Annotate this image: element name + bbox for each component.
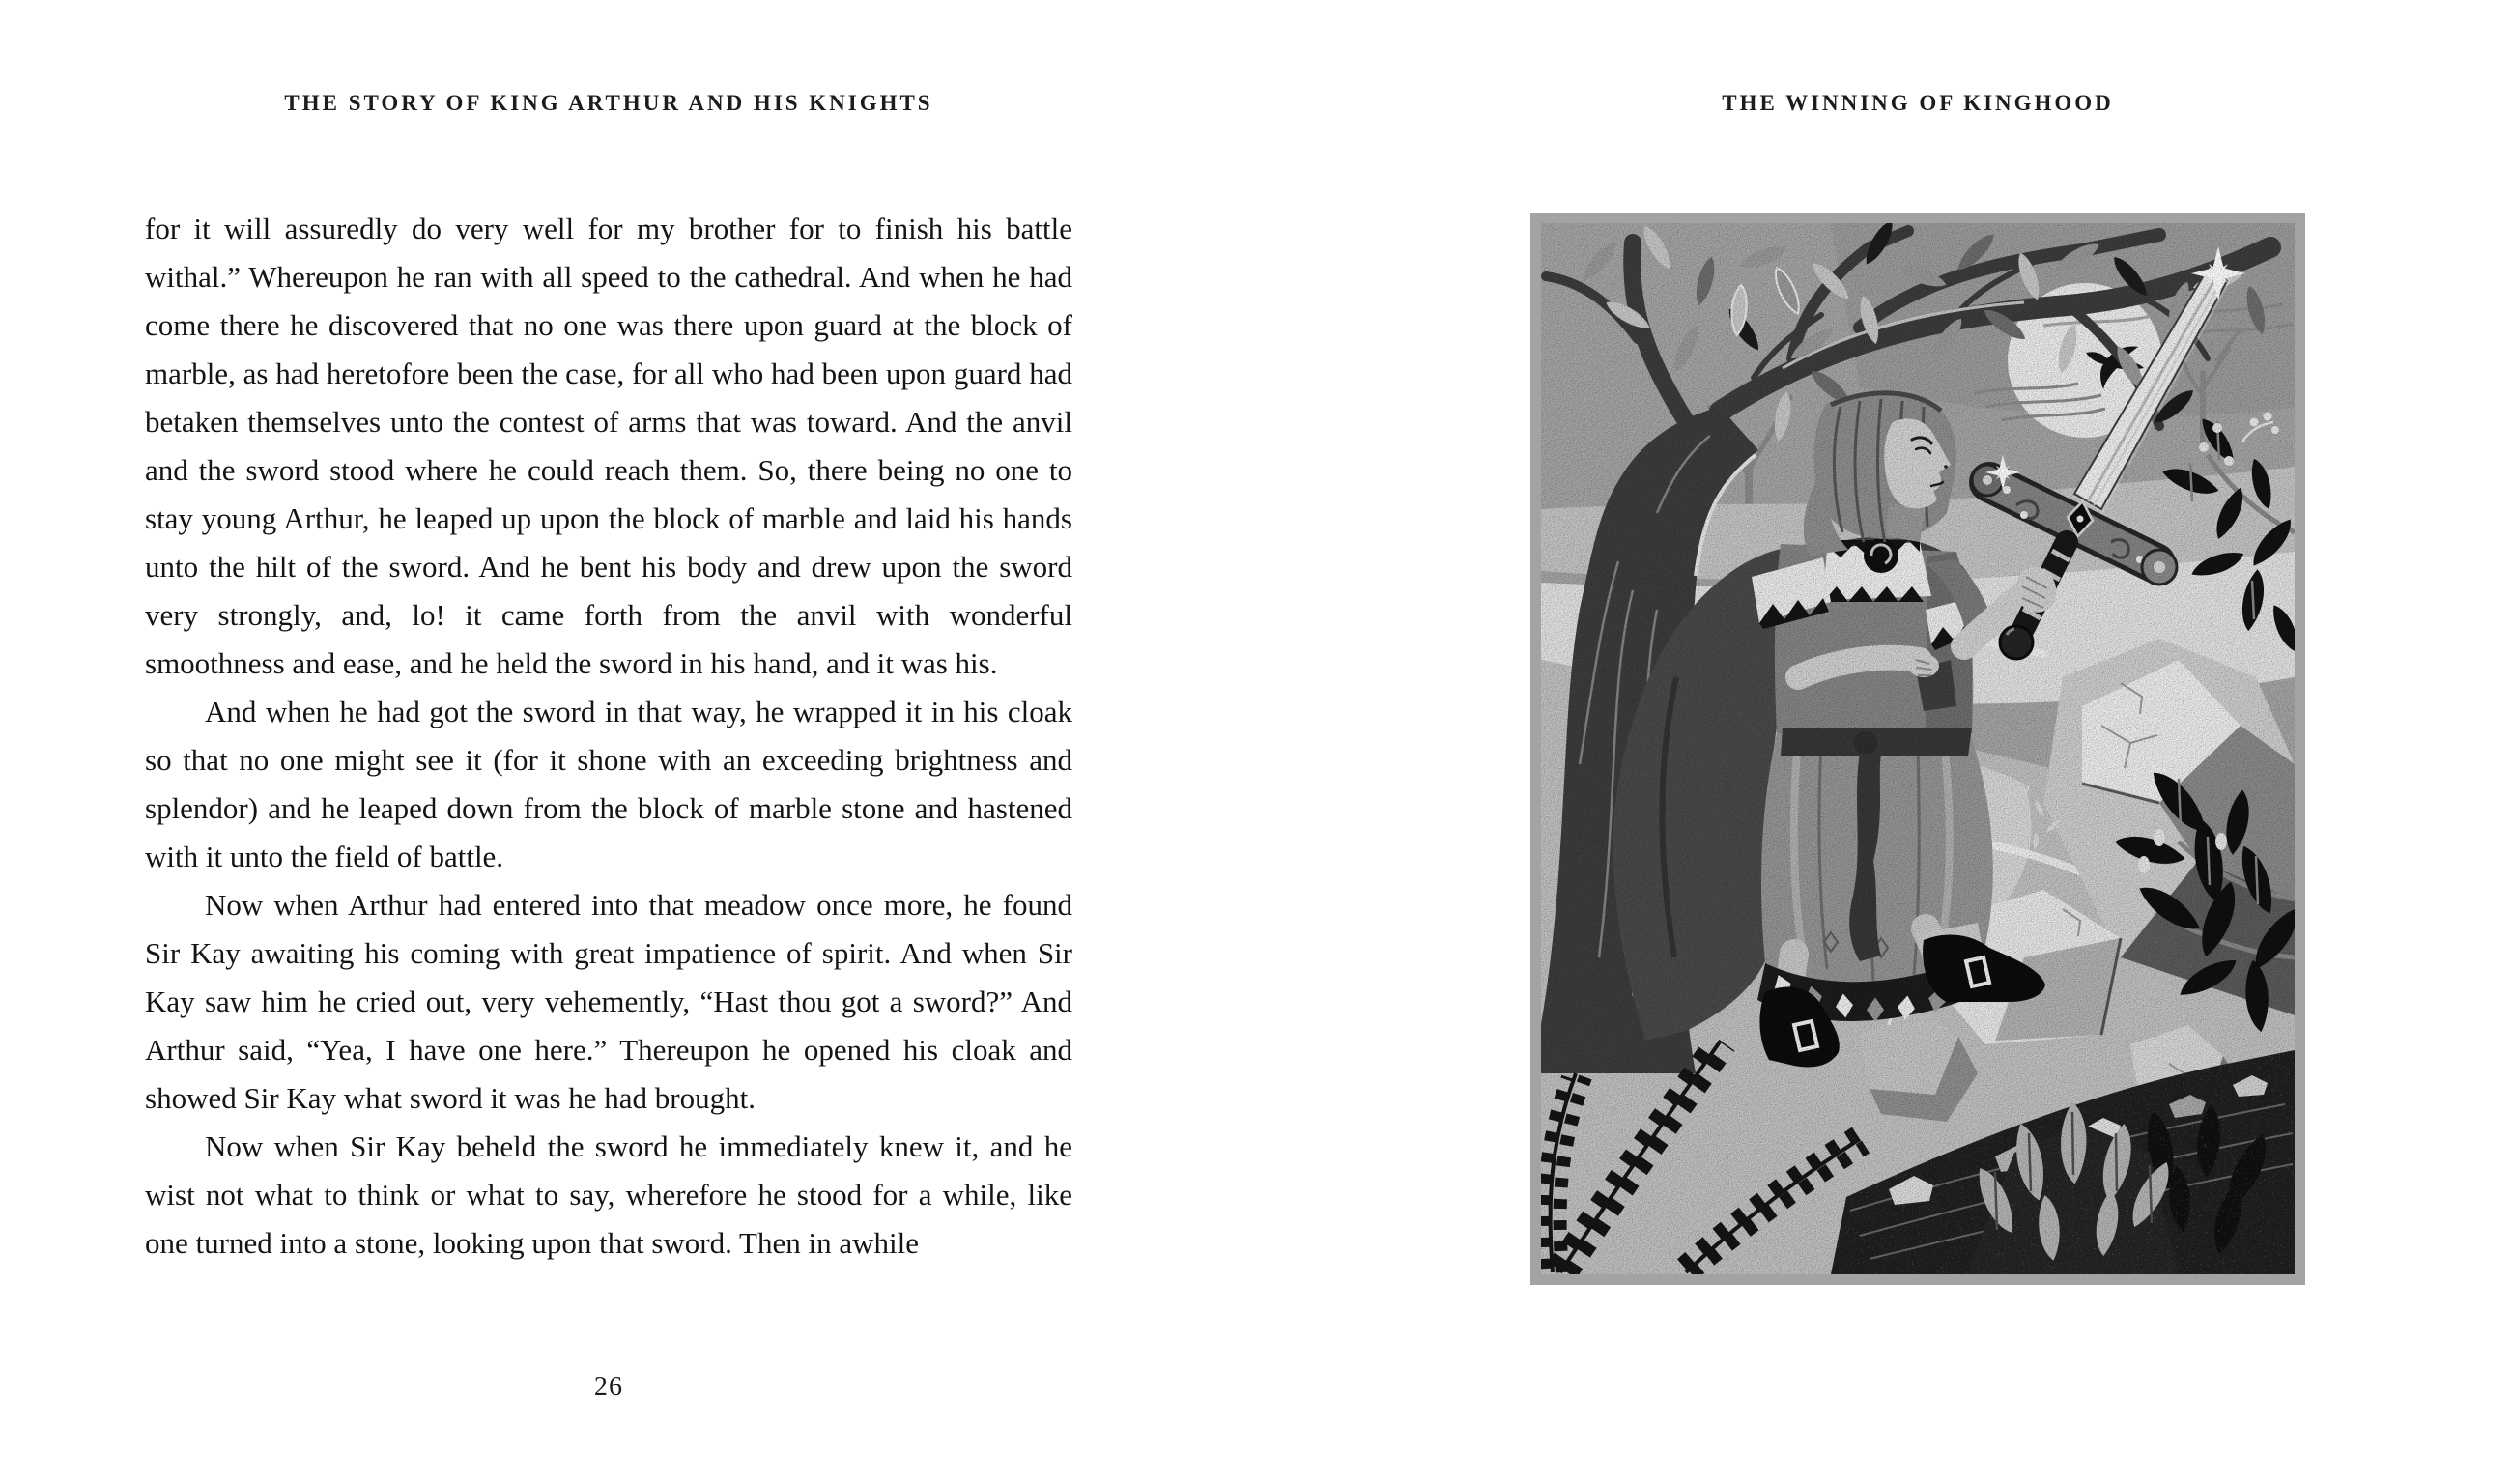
body-paragraph: for it will assuredly do very well for my brother for to finish his battle withal.” Whereupon he ran with all speed to the cathedral. And when he had come there he discovered that no one was there upon guard at the block of marble, as had heretofore been the case, for all who had been upon guard had betaken themselves unto the contest of arms that was toward. And the anvil and the sword stood where he could reach them. So, there being no one to stay young Arthur, he leaped up upon the block of marble and laid his hands unto the hilt of the sword. And he bent his body and drew upon the sword very strongly, and, lo! it came forth from the anvil with wonderful smoothness and ease, and he held the sword in his hand, and it was his. [145, 212, 1072, 680]
body-text-column [145, 205, 1072, 1268]
illustration-plate [1530, 213, 2305, 1285]
body-paragraph: And when he had got the sword in that way, he wrapped it in his cloak so that no one might see it (for it shone with an exceeding brightness and splendor) and he leaped down from the block of marble stone and hastened with it unto the field of battle. [145, 695, 1072, 873]
page-number: 26 [593, 1372, 624, 1402]
illustration-svg [1541, 223, 2295, 1274]
running-head-left: THE STORY OF KING ARTHUR AND HIS KNIGHTS [284, 91, 933, 115]
grain-overlay-light [1831, 1054, 2295, 1274]
body-paragraph: Now when Sir Kay beheld the sword he immediately knew it, and he wist not what to think or what to say, wherefore he stood for a while, like one turned into a stone, looking upon that sword. Then in awhile [145, 1129, 1072, 1260]
body-paragraph: Now when Arthur had entered into that meadow once more, he found Sir Kay awaiting his coming with great impatience of spirit. And when Sir Kay saw him he cried out, very vehemently, “Hast thou got a sword?” And Arthur said, “Yea, I have one here.” Thereupon he opened his cloak and showed Sir Kay what sword it was he had brought. [145, 888, 1072, 1115]
running-head-right: THE WINNING OF KINGHOOD [1722, 91, 2114, 115]
